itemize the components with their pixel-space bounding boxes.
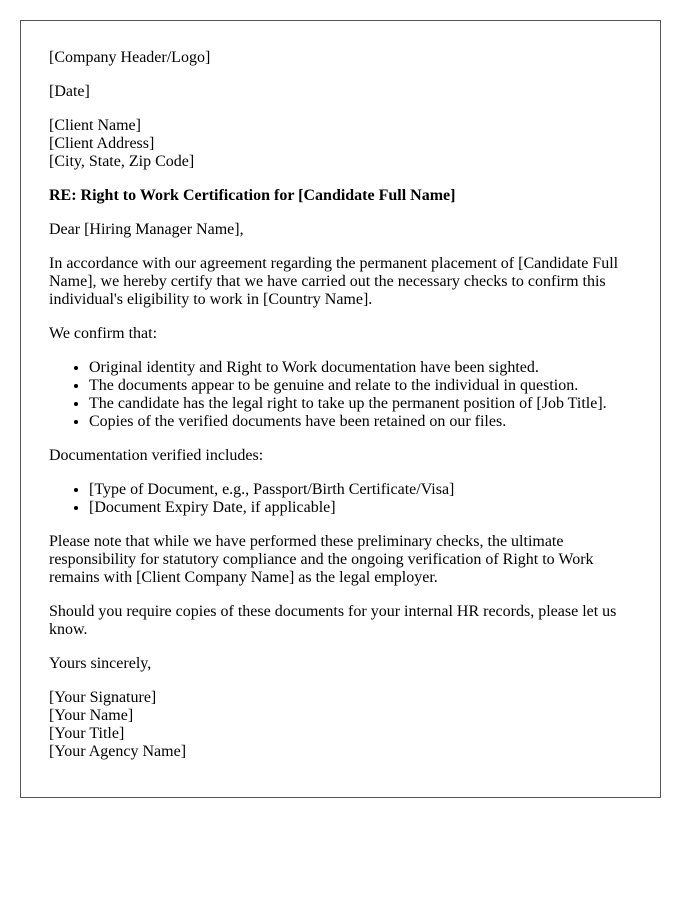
client-address-block bbox=[49, 117, 632, 171]
list-item: • Original identity and Right to Work documentation have been sighted. bbox=[89, 359, 632, 377]
note-paragraph: Please note that while we have performed these preliminary checks, the ultimate responsibility for statutory compliance and the ongoing verification of Right to Work remains with [Client Company Name] as the legal employer. bbox=[49, 533, 594, 586]
list-item: • Copies of the verified documents have been retained on our files. bbox=[89, 413, 632, 431]
subject-line: RE: Right to Work Certification for [Candidate Full Name] bbox=[49, 187, 456, 204]
company-header: [Company Header/Logo] bbox=[49, 49, 211, 66]
agency-name: [Your Agency Name] bbox=[49, 743, 187, 760]
confirm-heading: We confirm that: bbox=[49, 325, 158, 342]
date: [Date] bbox=[49, 83, 90, 100]
client-address: [Client Address] bbox=[49, 135, 155, 152]
salutation: Dear [Hiring Manager Name], bbox=[49, 221, 244, 238]
intro-paragraph: In accordance with our agreement regarding the permanent placement of [Candidate Full Name], we hereby certify that we have carried out the necessary checks to confirm this individual's eligibility to work in [Country Name]. bbox=[49, 255, 619, 308]
request-paragraph: Should you require copies of these documents for your internal HR records, please let us know. bbox=[49, 603, 617, 638]
sender-title: [Your Title] bbox=[49, 725, 125, 742]
confirm-list bbox=[49, 359, 632, 431]
sender-name: [Your Name] bbox=[49, 707, 134, 724]
docs-heading: Documentation verified includes: bbox=[49, 447, 264, 464]
list-item: • [Type of Document, e.g., Passport/Birth Certificate/Visa] bbox=[89, 481, 632, 499]
docs-list bbox=[49, 481, 632, 517]
list-item: • The documents appear to be genuine and relate to the individual in question. bbox=[89, 377, 632, 395]
client-city: [City, State, Zip Code] bbox=[49, 153, 195, 170]
letter bbox=[20, 20, 661, 798]
list-item: • [Document Expiry Date, if applicable] bbox=[89, 499, 632, 517]
signature: [Your Signature] bbox=[49, 689, 157, 706]
closing: Yours sincerely, bbox=[49, 655, 152, 672]
list-item: • The candidate has the legal right to take up the permanent position of [Job Title]. bbox=[89, 395, 632, 413]
client-name: [Client Name] bbox=[49, 117, 141, 134]
signature-block bbox=[49, 689, 632, 761]
